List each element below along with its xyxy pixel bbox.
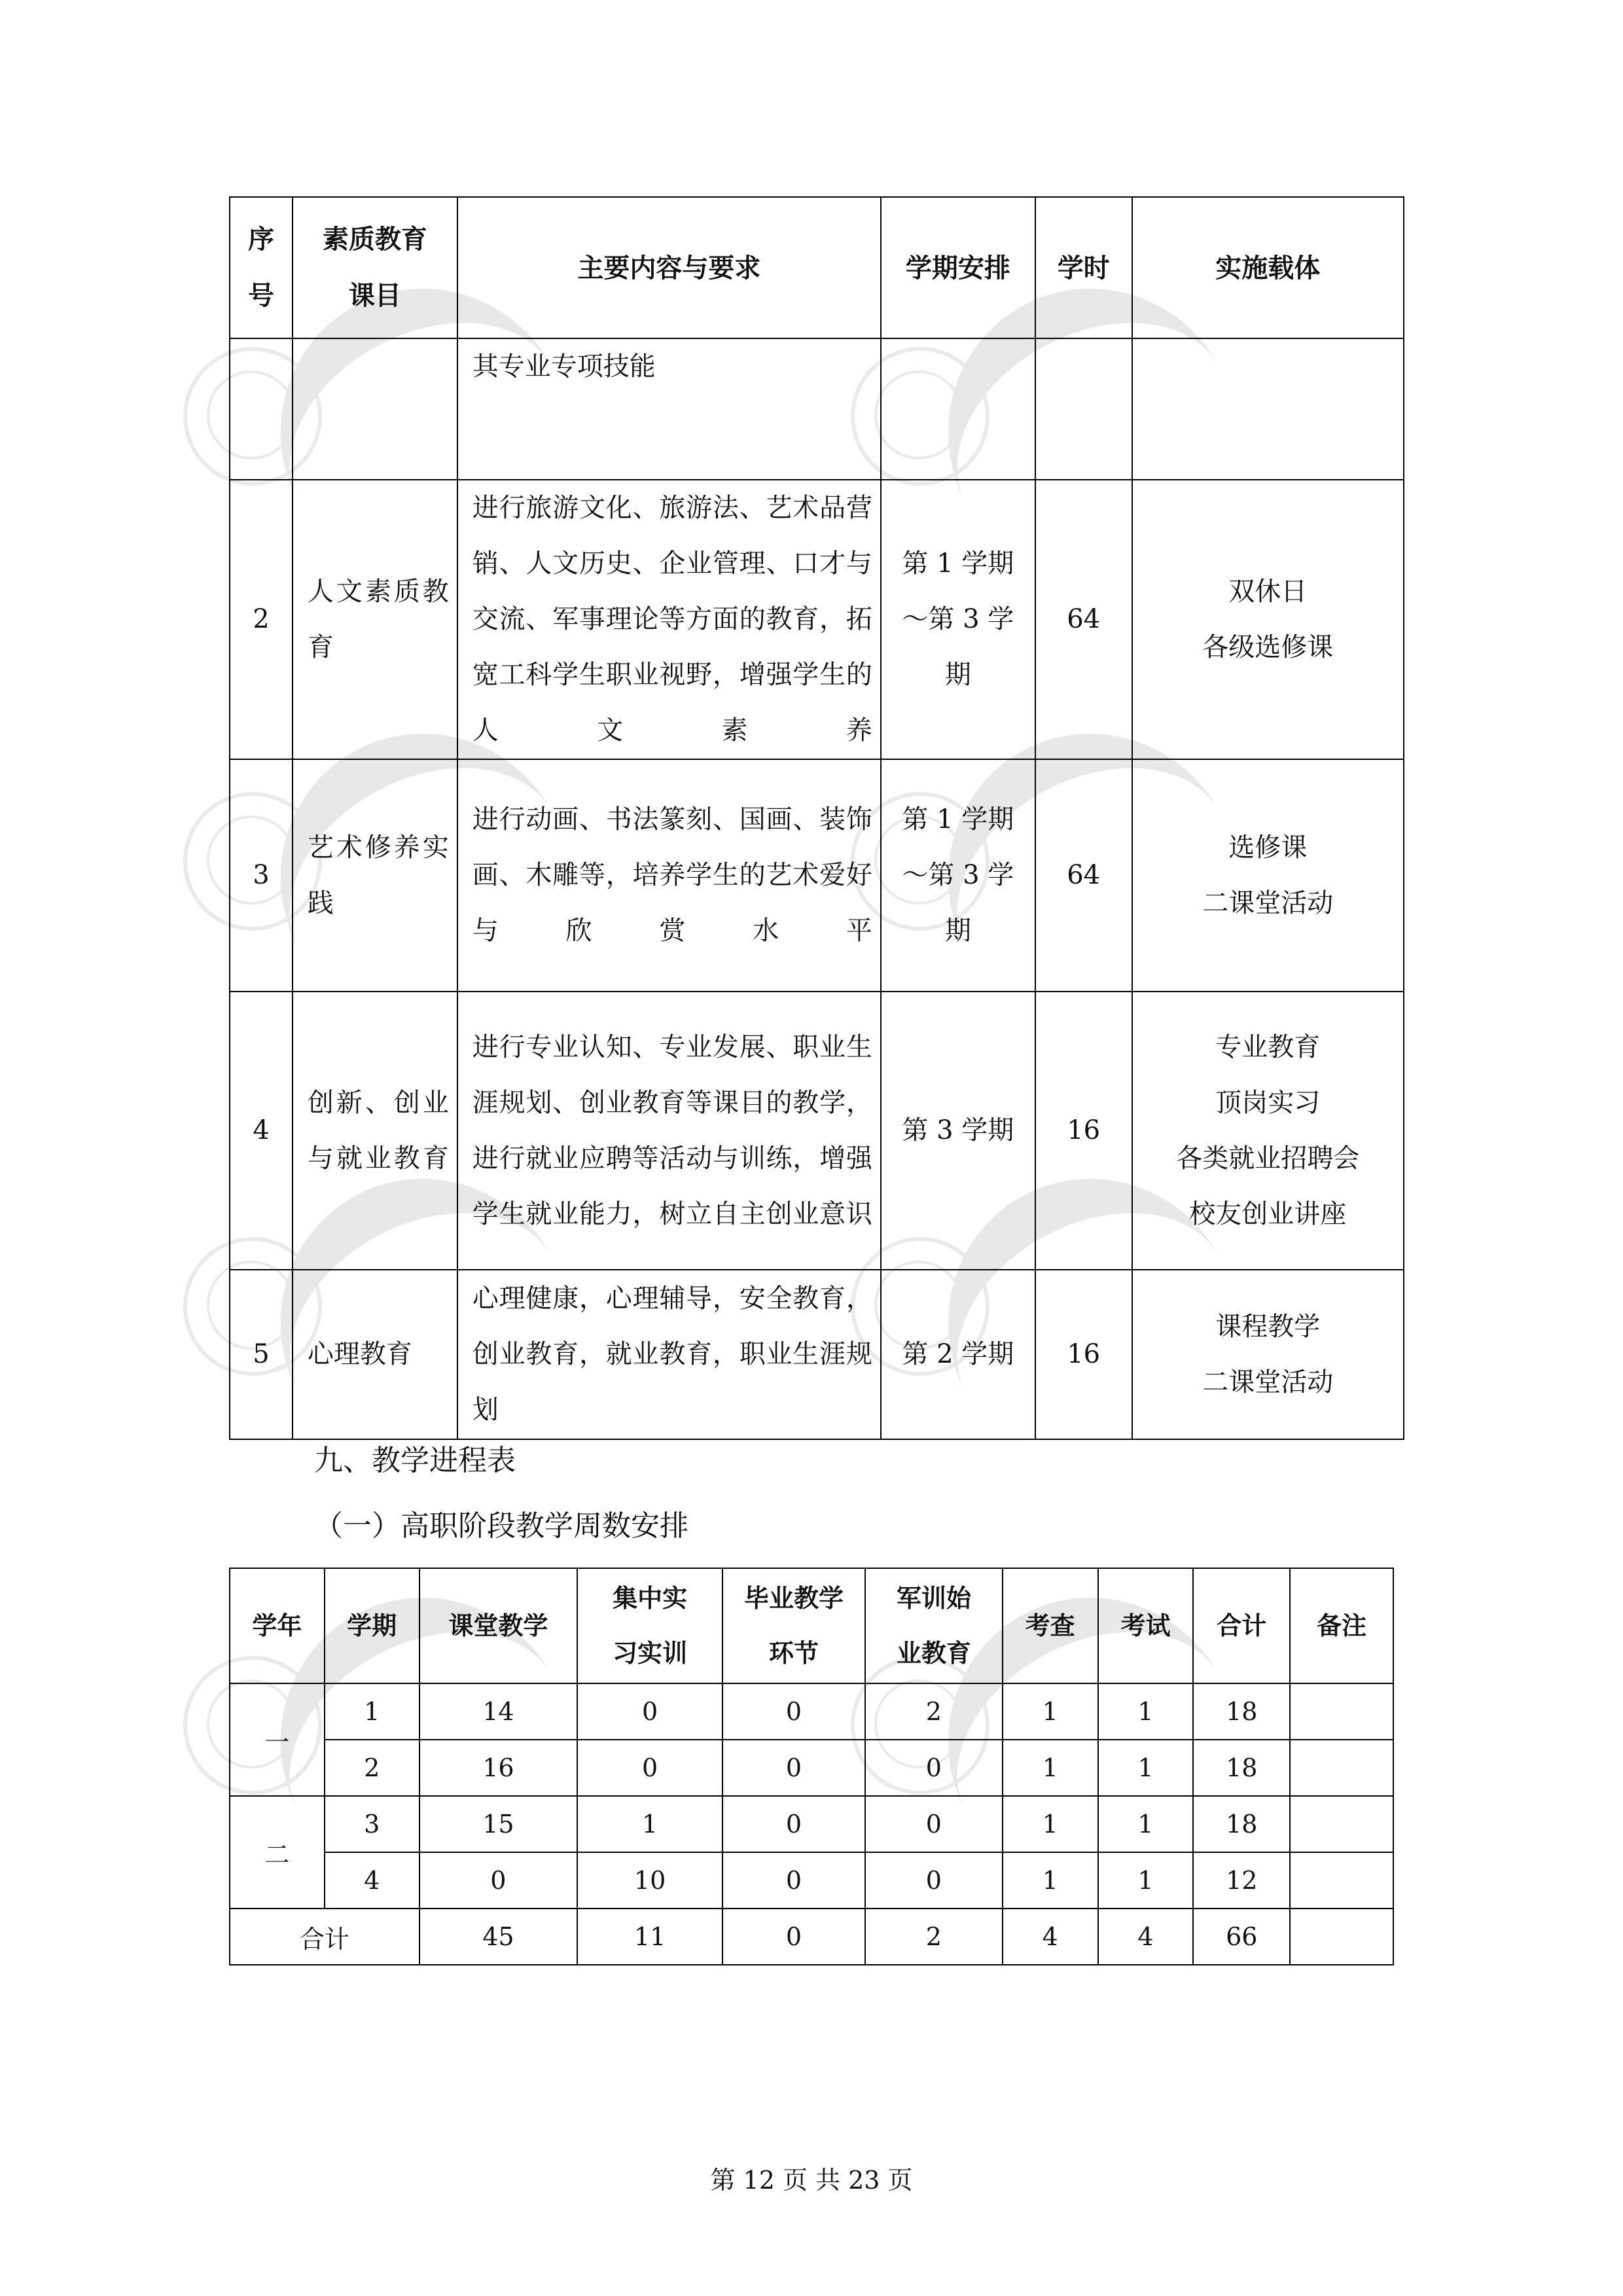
header-year: 学年 <box>230 1568 325 1683</box>
header-exam: 考试 <box>1098 1568 1194 1683</box>
content-cell: 其专业专项技能 <box>457 338 881 480</box>
practice-cell: 1 <box>577 1796 722 1852</box>
header-military: 军训始业教育 <box>865 1568 1003 1683</box>
classroom-cell: 45 <box>419 1909 578 1965</box>
header-practice: 集中实习实训 <box>577 1568 722 1683</box>
table-row <box>230 480 1404 759</box>
header-content: 主要内容与要求 <box>457 197 881 338</box>
military-cell: 0 <box>865 1796 1003 1852</box>
course-cell: 人文素质教育 <box>293 480 457 759</box>
header-course: 素质教育课目 <box>293 197 457 338</box>
total-cell: 18 <box>1193 1683 1290 1740</box>
page-footer: 第 12 页 共 23 页 <box>710 2166 913 2195</box>
exam-cell: 1 <box>1098 1852 1194 1909</box>
table-row <box>230 1683 1393 1740</box>
total-cell: 18 <box>1193 1740 1290 1796</box>
hours-cell: 16 <box>1035 992 1132 1270</box>
classroom-cell: 14 <box>419 1683 578 1740</box>
table-row <box>230 992 1404 1270</box>
remark-cell <box>1290 1909 1393 1965</box>
term-cell: 2 <box>325 1740 419 1796</box>
semester-cell: 第 2 学期 <box>881 1270 1035 1439</box>
term-cell: 4 <box>325 1852 419 1909</box>
remark-cell <box>1290 1852 1393 1909</box>
weeks-table <box>229 1568 1394 1965</box>
total-label: 合计 <box>230 1909 419 1965</box>
exam-cell: 1 <box>1098 1796 1194 1852</box>
seq-cell: 4 <box>230 992 293 1270</box>
subsection-title: （一）高职阶段教学周数安排 <box>314 1509 688 1543</box>
course-cell: 创新、创业与就业教育 <box>293 992 457 1270</box>
graduation-cell: 0 <box>722 1852 865 1909</box>
seq-cell: 5 <box>230 1270 293 1439</box>
content-cell: 进行旅游文化、旅游法、艺术品营销、人文历史、企业管理、口才与交流、军事理论等方面的教育，拓宽工科学生职业视野，增强学生的人文素养 <box>457 480 881 759</box>
course-cell: 心理教育 <box>293 1270 457 1439</box>
total-cell: 12 <box>1193 1852 1290 1909</box>
content-cell: 心理健康，心理辅导，安全教育，创业教育，就业教育，职业生涯规划 <box>457 1270 881 1439</box>
quality-education-table <box>229 196 1404 1440</box>
year-cell: 一 <box>230 1683 325 1796</box>
military-cell: 0 <box>865 1852 1003 1909</box>
remark-cell <box>1290 1740 1393 1796</box>
carrier-cell: 专业教育 顶岗实习 各类就业招聘会 校友创业讲座 <box>1132 992 1404 1270</box>
check-cell: 1 <box>1003 1683 1098 1740</box>
remark-cell <box>1290 1796 1393 1852</box>
practice-cell: 11 <box>577 1909 722 1965</box>
classroom-cell: 16 <box>419 1740 578 1796</box>
carrier-cell: 选修课 二课堂活动 <box>1132 759 1404 992</box>
table-row <box>230 759 1404 992</box>
table-header-row <box>230 197 1404 338</box>
content-cell: 进行动画、书法篆刻、国画、装饰画、木雕等，培养学生的艺术爱好与欣赏水平 <box>457 759 881 992</box>
course-cell: 艺术修养实践 <box>293 759 457 992</box>
check-cell: 1 <box>1003 1740 1098 1796</box>
military-cell: 0 <box>865 1740 1003 1796</box>
table-header-row <box>230 1568 1393 1683</box>
military-cell: 2 <box>865 1909 1003 1965</box>
seq-cell: 3 <box>230 759 293 992</box>
term-cell: 3 <box>325 1796 419 1852</box>
carrier-cell: 课程教学 二课堂活动 <box>1132 1270 1404 1439</box>
total-cell: 18 <box>1193 1796 1290 1852</box>
exam-cell: 1 <box>1098 1683 1194 1740</box>
header-term: 学期 <box>325 1568 419 1683</box>
military-cell: 2 <box>865 1683 1003 1740</box>
graduation-cell: 0 <box>722 1909 865 1965</box>
graduation-cell: 0 <box>722 1683 865 1740</box>
header-carrier: 实施载体 <box>1132 197 1404 338</box>
hours-cell: 64 <box>1035 759 1132 992</box>
check-cell: 4 <box>1003 1909 1098 1965</box>
check-cell: 1 <box>1003 1796 1098 1852</box>
graduation-cell: 0 <box>722 1796 865 1852</box>
total-cell: 66 <box>1193 1909 1290 1965</box>
total-row <box>230 1909 1393 1965</box>
header-classroom: 课堂教学 <box>419 1568 578 1683</box>
table-row <box>230 1270 1404 1439</box>
remark-cell <box>1290 1683 1393 1740</box>
header-seq: 序号 <box>230 197 293 338</box>
classroom-cell: 15 <box>419 1796 578 1852</box>
practice-cell: 0 <box>577 1740 722 1796</box>
graduation-cell: 0 <box>722 1740 865 1796</box>
semester-cell: 第 1 学期～第 3 学期 <box>881 480 1035 759</box>
semester-cell: 第 1 学期～第 3 学期 <box>881 759 1035 992</box>
header-hours: 学时 <box>1035 197 1132 338</box>
exam-cell: 4 <box>1098 1909 1194 1965</box>
hours-cell: 16 <box>1035 1270 1132 1439</box>
table-row <box>230 1852 1393 1909</box>
table-row <box>230 338 1404 480</box>
content-cell: 进行专业认知、专业发展、职业生涯规划、创业教育等课目的教学，进行就业应聘等活动与训练，增强学生就业能力，树立自主创业意识 <box>457 992 881 1270</box>
table-row <box>230 1796 1393 1852</box>
header-semester: 学期安排 <box>881 197 1035 338</box>
practice-cell: 0 <box>577 1683 722 1740</box>
header-total: 合计 <box>1193 1568 1290 1683</box>
term-cell: 1 <box>325 1683 419 1740</box>
section-title: 九、教学进程表 <box>314 1444 516 1477</box>
check-cell: 1 <box>1003 1852 1098 1909</box>
hours-cell: 64 <box>1035 480 1132 759</box>
header-graduation: 毕业教学环节 <box>722 1568 865 1683</box>
header-remark: 备注 <box>1290 1568 1393 1683</box>
carrier-cell: 双休日 各级选修课 <box>1132 480 1404 759</box>
semester-cell: 第 3 学期 <box>881 992 1035 1270</box>
year-cell: 二 <box>230 1796 325 1909</box>
seq-cell: 2 <box>230 480 293 759</box>
classroom-cell: 0 <box>419 1852 578 1909</box>
practice-cell: 10 <box>577 1852 722 1909</box>
table-row <box>230 1740 1393 1796</box>
header-check: 考查 <box>1003 1568 1098 1683</box>
exam-cell: 1 <box>1098 1740 1194 1796</box>
